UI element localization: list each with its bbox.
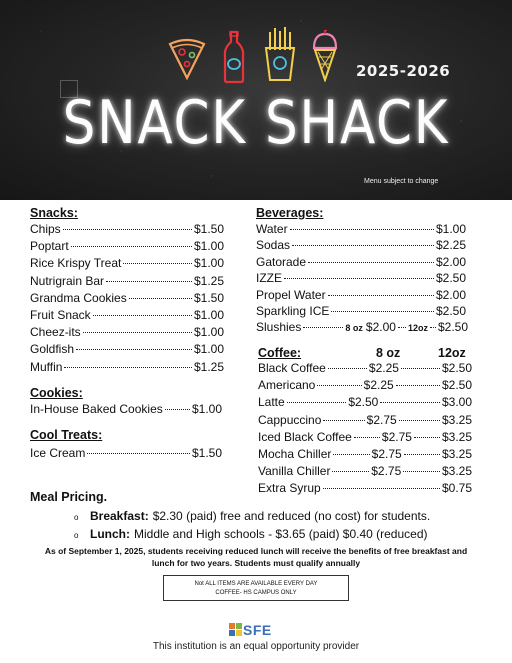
leader-dots [71,246,192,247]
breakfast-row [74,509,430,523]
item-name: Cappuccino [258,412,322,427]
leader-dots [284,278,434,279]
coffee-size-12oz: 12oz [438,346,466,360]
sfe-logo [229,622,272,638]
snacks-heading: Snacks: [30,206,78,220]
item-price: $1.25 [193,273,224,288]
item-name: Sparkling ICE [256,304,330,318]
item-name: Gatorade [256,254,307,269]
item-price: $2.50 [348,395,379,410]
bullet-icon: o [74,513,79,522]
menu-row [30,446,222,460]
item-name: Sodas [256,238,291,253]
leader-dots [123,263,192,264]
item-name: Muffin [30,359,63,374]
breakfast-label: Breakfast: [90,509,149,523]
item-price: $2.50 [435,271,466,286]
menu-row [258,481,472,495]
item-price: $1.00 [193,342,224,357]
item-price: $2.75 [381,429,412,444]
equal-opportunity-statement: This institution is an equal opportunity provider [152,641,360,652]
availability-box [163,575,349,601]
item-price: $2.50 [435,304,466,318]
bullet-icon: o [74,531,79,540]
leader-dots [93,315,192,316]
item-price: $1.00 [435,222,466,236]
menu-row [258,447,472,461]
item-name: Water [256,222,288,236]
menu-row [30,402,222,416]
leader-dots [328,368,367,369]
leader-dots [332,471,369,472]
leader-dots [76,349,192,350]
item-name: Mocha Chiller [258,447,332,461]
leader-dots [290,229,434,230]
item-price: $3.25 [441,412,472,427]
menu-row [256,255,466,269]
item-price: $2.75 [371,447,402,461]
leader-dots [323,488,440,489]
item-name: Poptart [30,239,69,254]
soda-bottle-icon [222,30,246,89]
leader-dots [414,437,440,438]
menu-row [30,342,224,356]
menu-row [30,274,224,288]
leader-dots [317,385,361,386]
french-fries-icon [262,26,298,87]
item-price: $3.25 [441,447,473,461]
item-price: $2.25 [363,378,394,393]
slushies-row [256,320,468,334]
item-price: $2.75 [371,464,402,479]
item-price: $2.50 [437,320,468,334]
item-price: $1.50 [193,222,224,236]
menu-row [258,430,472,444]
meal-pricing-heading: Meal Pricing. [30,490,108,504]
leader-dots [87,453,190,454]
menu-row [256,271,466,285]
availability-line: COFFEE- HS CAMPUS ONLY [215,590,297,596]
page-title: SNACK SHACK [62,88,450,158]
item-price: $1.00 [193,308,224,322]
leader-dots [287,402,347,403]
menu-row [30,256,224,270]
sfe-logo-text: SFE [243,622,272,638]
pizza-slice-icon [168,36,206,85]
beverages-heading: Beverages: [256,206,324,220]
menu-row [30,308,224,322]
item-name: Extra Syrup [258,481,321,496]
item-name: Iced Black Coffee [258,429,352,444]
menu-disclaimer: Menu subject to change [364,178,439,185]
item-price: $2.50 [441,361,473,375]
cookies-heading: Cookies: [30,386,83,400]
leader-dots [331,311,434,312]
item-name: Americano [258,378,316,393]
item-name: Fruit Snack [30,308,91,322]
leader-dots [328,295,434,296]
ice-cream-cone-icon [310,30,340,87]
item-price: $2.25 [368,361,399,375]
note-line: lunch for two years. Students must qualify annually [151,558,361,568]
school-year: 2025-2026 [356,62,451,80]
item-price: $1.50 [191,446,222,460]
leader-dots [398,327,406,328]
leader-dots [404,454,440,455]
menu-row [256,304,466,318]
leader-dots [323,420,364,421]
item-price: $1.00 [193,325,224,340]
menu-row [258,395,472,409]
menu-row [30,291,224,305]
leader-dots [403,471,440,472]
sfe-leaf-icon [229,623,243,637]
menu-row [30,325,224,339]
item-price: $2.75 [366,412,397,427]
item-name: Latte [258,395,285,410]
leader-dots [64,367,192,368]
leader-dots [308,262,434,263]
size-label: 8 oz [345,323,363,333]
item-name: Chips [30,222,61,236]
item-price: $3.25 [441,464,473,479]
menu-row [256,288,466,302]
item-name: Vanilla Chiller [258,464,331,479]
menu-row [256,222,466,236]
leader-dots [63,229,192,230]
item-name: Goldfish [30,342,75,357]
item-price: $1.00 [193,256,224,271]
menu-row [30,239,224,253]
item-name: IZZE [256,271,282,286]
lunch-text: Middle and High schools - $3.65 (paid) $0.40 (reduced) [134,527,428,541]
item-name: Ice Cream [30,446,86,460]
lunch-label: Lunch: [90,527,130,541]
size-label: 12oz [407,323,428,333]
note-line: As of September 1, 2025, students receiving reduced lunch will receive the benefits of free breakfast and [44,546,468,556]
item-price: $1.50 [193,290,224,305]
item-name: Cheez-its [30,325,81,340]
leader-dots [83,332,192,333]
menu-row [258,378,472,392]
item-name: Grandma Cookies [30,290,127,305]
reduced-lunch-note [30,545,482,569]
item-price: $2.00 [435,287,466,302]
leader-dots [401,368,440,369]
item-price: $3.00 [441,395,473,410]
item-name: Nutrigrain Bar [30,273,105,288]
coffee-size-8oz: 8 oz [376,346,401,360]
menu-row [256,238,466,252]
item-price: $1.00 [191,402,222,416]
leader-dots [165,409,190,410]
item-price: $2.25 [435,238,466,253]
item-name: In-House Baked Cookies [30,402,163,416]
item-name: Propel Water [256,287,326,302]
breakfast-text: $2.30 (paid) free and reduced (no cost) for students. [152,509,431,523]
item-price: $1.25 [193,359,224,374]
leader-dots [399,420,440,421]
menu-row [30,222,224,236]
item-name: Slushies [256,320,302,334]
lunch-row [74,527,428,541]
leader-dots [106,281,192,282]
leader-dots [354,437,380,438]
leader-dots [380,402,440,403]
menu-row [258,464,472,478]
coffee-heading: Coffee: [258,346,302,360]
item-price: $0.75 [441,481,472,496]
leader-dots [129,298,192,299]
menu-row [30,360,224,374]
item-price: $2.50 [441,378,473,393]
leader-dots [292,245,434,246]
menu-row [258,361,472,375]
item-price: $3.25 [441,429,472,444]
leader-dots [396,385,440,386]
leader-dots [430,327,436,328]
leader-dots [333,454,369,455]
item-name: Black Coffee [258,361,326,375]
item-price: $1.00 [193,239,224,254]
item-name: Rice Krispy Treat [30,256,122,271]
menu-row [258,413,472,427]
chalkboard-header [0,0,512,200]
availability-line: Not ALL ITEMS ARE AVAILABLE EVERY DAY [194,581,318,587]
leader-dots [303,327,343,328]
item-price: $2.00 [365,320,396,334]
cool-treats-heading: Cool Treats: [30,428,103,442]
item-price: $2.00 [435,254,466,269]
